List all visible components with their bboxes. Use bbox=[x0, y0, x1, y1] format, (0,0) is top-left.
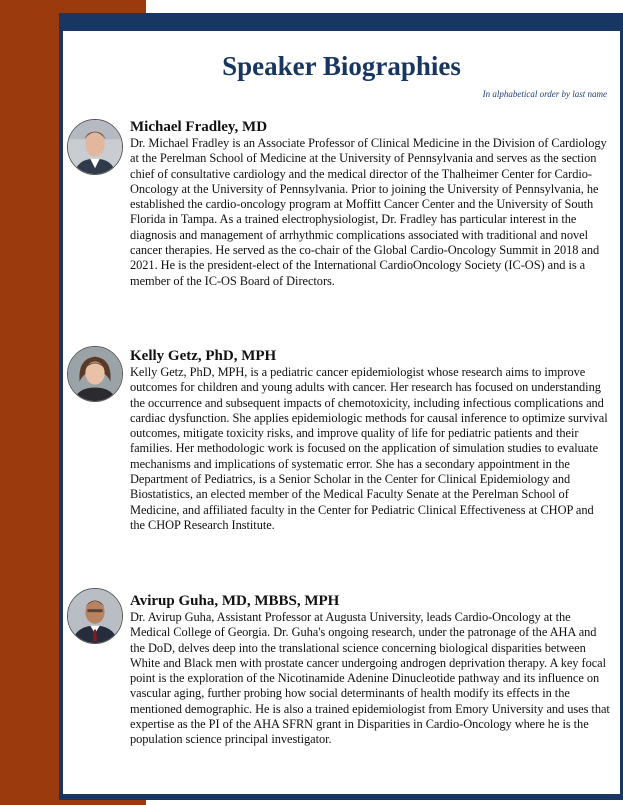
speaker-photo-getz bbox=[67, 346, 123, 402]
speaker-photo-fradley bbox=[67, 119, 123, 175]
speaker-name-guha: Avirup Guha, MD, MBBS, MPH bbox=[130, 593, 340, 609]
top-margin bbox=[146, 0, 623, 13]
page-subtitle: In alphabetical order by last name bbox=[482, 89, 607, 99]
page-title: Speaker Biographies bbox=[222, 51, 461, 81]
speaker-bio-fradley: Dr. Michael Fradley is an Associate Professor of Clinical Medicine in the Division of Cardiology at the Perelman School of Medicine at the University of Pennsylvania and serves as the section chief of consultative cardiology and the medical director of the Thalheimer Center for Cardio-Oncology at the University of Pennsylvania. Prior to joining the University of Pennsylvania, he established the cardio-oncology program at Moffitt Cancer Center and the University of South Florida in Tampa. As a trained electrophysiologist, Dr. Fradley has particular interest in the diagnosis and management of arrhythmic complications associated with traditional and novel cancer therapies. He served as the co-chair of the Global Cardio-Oncology Summit in 2018 and 2021. He is the president-elect of the International CardioOncology Society (IC-OS) and is a member of the IC-OS Board of Directors. bbox=[130, 136, 607, 288]
content-panel bbox=[63, 31, 620, 794]
portrait-photo-icon bbox=[68, 589, 122, 643]
speaker-bio-guha: Dr. Avirup Guha, Assistant Professor at Augusta University, leads Cardio-Oncology at the Medical College of Georgia. Dr. Guha's ongoing research, under the patronage of the AHA and the DoD, delves deep into the translational science concerning biological disparities between White and Black men with prostate cancer undergoing androgen deprivation therapy. A key focal point is the exploration of the Nicotinamide Adenine Dinucleotide pathway and its influence on vascular aging, further probing how social determinants of health modify its effects in the mentioned demographic. He is also a trained epidemiologist from Emory University and uses that expertise as the PI of the AHA SFRN grant in Disparities in Cardio-Oncology where he is the population science principal investigator. bbox=[130, 610, 610, 747]
portrait-photo-icon bbox=[68, 120, 122, 174]
speaker-name-fradley: Michael Fradley, MD bbox=[130, 119, 268, 135]
speaker-bio-getz: Kelly Getz, PhD, MPH, is a pediatric cancer epidemiologist whose research aims to improve outcomes for children and young adults with cancer. Her research has focused on understanding the occurrence and subsequent impacts of chemotoxicity, including infectious complications and cardiac dysfunction. She applies epidemiologic methods for causal inference to optimize survival outcomes, mitigate toxicity risks, and improve quality of life for pediatric patients and their families. Her methodologic work is focused on the application of simulation studies to evaluate mechanisms and implications of systematic error. She has a secondary appointment in the Department of Pediatrics, is a Senior Scholar in the Center for Clinical Epidemiology and Biostatistics, an elected member of the Medical Faculty Senate at the Perelman School of Medicine, and affiliated faculty in the Center for Pediatric Clinical Effectiveness at CHOP and the CHOP Research Institute. bbox=[130, 365, 608, 532]
speaker-name-getz: Kelly Getz, PhD, MPH bbox=[130, 348, 277, 364]
portrait-photo-icon bbox=[68, 347, 122, 401]
speaker-photo-guha bbox=[67, 588, 123, 644]
